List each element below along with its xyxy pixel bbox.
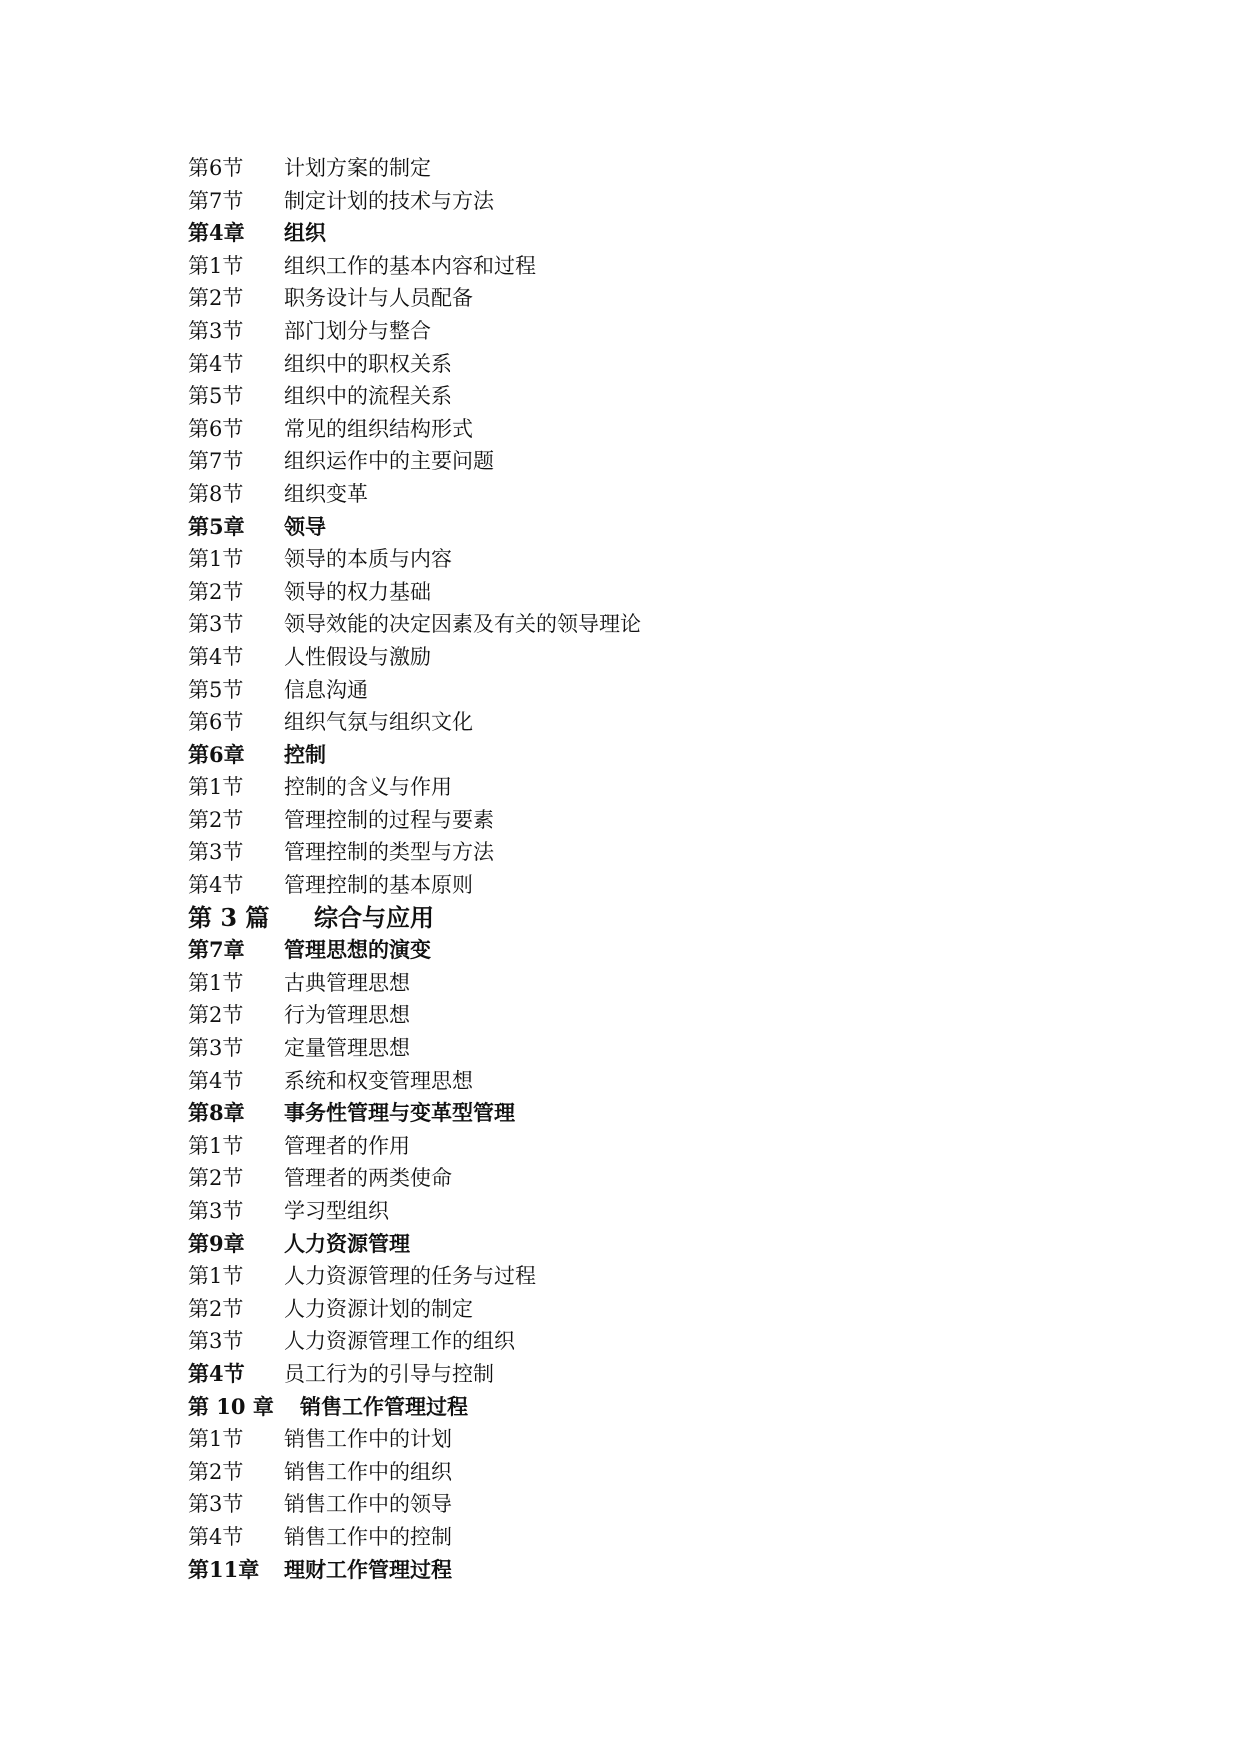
toc-section-row (188, 706, 641, 739)
entry-number: 第3节 (188, 1492, 244, 1517)
toc-section-row (188, 1260, 641, 1293)
entry-title: 领导的权力基础 (284, 579, 431, 604)
entry-number: 第4章 (188, 220, 245, 246)
toc-chapter-row (188, 1391, 641, 1424)
entry-number: 第3节 (188, 1036, 244, 1061)
toc-chapter-row (188, 511, 641, 544)
entry-number: 第 10 章 (188, 1393, 274, 1419)
entry-number: 第6节 (188, 156, 244, 180)
table-of-contents (188, 152, 641, 1586)
toc-chapter-row (188, 1554, 641, 1587)
entry-title: 管理思想的演变 (284, 937, 431, 963)
entry-number: 第3节 (188, 1329, 244, 1354)
entry-number: 第1节 (188, 547, 244, 572)
entry-title: 员工行为的引导与控制 (284, 1361, 494, 1386)
toc-chapter-row (188, 217, 641, 250)
entry-number: 第4节 (188, 873, 244, 898)
entry-title: 领导效能的决定因素及有关的领导理论 (284, 612, 641, 637)
entry-title: 控制 (284, 741, 326, 767)
toc-section-row (188, 348, 641, 381)
entry-number: 第5节 (188, 677, 244, 702)
toc-section-row (188, 478, 641, 511)
entry-title: 系统和权变管理思想 (284, 1068, 473, 1093)
toc-section-row (188, 1488, 641, 1521)
toc-chapter-row (188, 1228, 641, 1261)
entry-number: 第4节 (188, 1360, 245, 1386)
entry-title: 古典管理思想 (284, 970, 410, 995)
toc-part-row (188, 902, 641, 935)
toc-section-row (188, 1130, 641, 1163)
toc-section-row (188, 674, 641, 707)
entry-title: 行为管理思想 (284, 1003, 410, 1028)
entry-number: 第4节 (188, 351, 244, 376)
toc-section-row (188, 445, 641, 478)
entry-number: 第11章 (188, 1556, 260, 1582)
entry-title: 组织中的职权关系 (284, 351, 452, 376)
entry-title: 销售工作中的计划 (284, 1427, 452, 1452)
entry-number: 第2节 (188, 286, 244, 311)
toc-section-row (188, 1065, 641, 1098)
entry-title: 人性假设与激励 (284, 644, 431, 669)
entry-title: 控制的含义与作用 (284, 775, 452, 800)
toc-section-row (188, 152, 641, 185)
toc-section-row (188, 1162, 641, 1195)
entry-title: 事务性管理与变革型管理 (284, 1100, 515, 1126)
toc-section-row (188, 1032, 641, 1065)
entry-number: 第2节 (188, 1296, 244, 1321)
entry-number: 第5章 (188, 513, 245, 539)
entry-title: 人力资源管理工作的组织 (284, 1329, 515, 1354)
entry-number: 第4节 (188, 1068, 244, 1093)
entry-title: 组织中的流程关系 (284, 384, 452, 409)
toc-section-row (188, 1358, 641, 1391)
toc-section-row (188, 608, 641, 641)
toc-section-row (188, 576, 641, 609)
entry-title: 组织变革 (284, 481, 368, 506)
entry-title: 职务设计与人员配备 (284, 286, 473, 311)
entry-title: 销售工作管理过程 (300, 1393, 468, 1419)
entry-title: 管理控制的类型与方法 (284, 840, 494, 865)
entry-title: 信息沟通 (284, 677, 368, 702)
entry-number: 第1节 (188, 1133, 244, 1158)
entry-title: 制定计划的技术与方法 (284, 188, 494, 213)
entry-number: 第2节 (188, 1459, 244, 1484)
entry-number: 第9章 (188, 1230, 245, 1256)
entry-number: 第1节 (188, 970, 244, 995)
entry-title: 领导 (284, 513, 326, 539)
entry-title: 组织气氛与组织文化 (284, 710, 473, 735)
toc-section-row (188, 380, 641, 413)
toc-section-row (188, 543, 641, 576)
toc-section-row (188, 1456, 641, 1489)
entry-title: 销售工作中的组织 (284, 1459, 452, 1484)
entry-title: 人力资源管理的任务与过程 (284, 1264, 536, 1289)
toc-section-row (188, 999, 641, 1032)
entry-title: 组织工作的基本内容和过程 (284, 253, 536, 278)
entry-number: 第1节 (188, 253, 244, 278)
entry-number: 第8章 (188, 1100, 245, 1126)
entry-title: 管理者的作用 (284, 1133, 410, 1158)
entry-title: 常见的组织结构形式 (284, 416, 473, 441)
entry-number: 第7节 (188, 449, 244, 474)
entry-number: 第1节 (188, 1427, 244, 1452)
toc-section-row (188, 967, 641, 1000)
toc-section-row (188, 1325, 641, 1358)
toc-chapter-row (188, 1097, 641, 1130)
toc-chapter-row (188, 934, 641, 967)
entry-number: 第8节 (188, 481, 244, 506)
entry-title: 理财工作管理过程 (284, 1556, 452, 1582)
entry-title: 部门划分与整合 (284, 318, 431, 343)
entry-title: 学习型组织 (284, 1199, 389, 1223)
entry-title: 销售工作中的领导 (284, 1492, 452, 1517)
entry-number: 第7章 (188, 937, 245, 963)
toc-section-row (188, 315, 641, 348)
toc-section-row (188, 869, 641, 902)
toc-section-row (188, 250, 641, 283)
entry-title: 人力资源管理 (284, 1230, 410, 1256)
entry-title: 管理控制的基本原则 (284, 873, 473, 898)
entry-number: 第2节 (188, 807, 244, 832)
toc-section-row (188, 836, 641, 869)
toc-section-row (188, 804, 641, 837)
toc-section-row (188, 1521, 641, 1554)
entry-number: 第2节 (188, 1003, 244, 1028)
entry-title: 组织 (284, 220, 326, 246)
entry-title: 计划方案的制定 (284, 156, 431, 180)
entry-title: 人力资源计划的制定 (284, 1296, 473, 1321)
entry-number: 第2节 (188, 1166, 244, 1191)
toc-section-row (188, 771, 641, 804)
entry-number: 第3节 (188, 612, 244, 637)
entry-number: 第6章 (188, 741, 245, 767)
toc-section-row (188, 282, 641, 315)
entry-number: 第3节 (188, 1199, 244, 1223)
entry-title: 定量管理思想 (284, 1036, 410, 1061)
entry-number: 第7节 (188, 188, 244, 213)
entry-title: 管理控制的过程与要素 (284, 807, 494, 832)
entry-number: 第3节 (188, 318, 244, 343)
entry-title: 管理者的两类使命 (284, 1166, 452, 1191)
toc-section-row (188, 1423, 641, 1456)
entry-number: 第2节 (188, 579, 244, 604)
entry-number: 第1节 (188, 775, 244, 800)
entry-title: 组织运作中的主要问题 (284, 449, 494, 474)
entry-number: 第1节 (188, 1264, 244, 1289)
toc-section-row (188, 413, 641, 446)
entry-number: 第5节 (188, 384, 244, 409)
entry-number: 第4节 (188, 644, 244, 669)
entry-number: 第3节 (188, 840, 244, 865)
entry-title: 销售工作中的控制 (284, 1524, 452, 1549)
toc-section-row (188, 1293, 641, 1326)
toc-section-row (188, 185, 641, 218)
toc-chapter-row (188, 739, 641, 772)
toc-section-row (188, 1195, 641, 1228)
entry-title: 领导的本质与内容 (284, 547, 452, 572)
entry-title: 综合与应用 (314, 902, 434, 932)
entry-number: 第 3 篇 (188, 902, 270, 932)
entry-number: 第6节 (188, 710, 244, 735)
toc-section-row (188, 641, 641, 674)
entry-number: 第4节 (188, 1524, 244, 1549)
entry-number: 第6节 (188, 416, 244, 441)
